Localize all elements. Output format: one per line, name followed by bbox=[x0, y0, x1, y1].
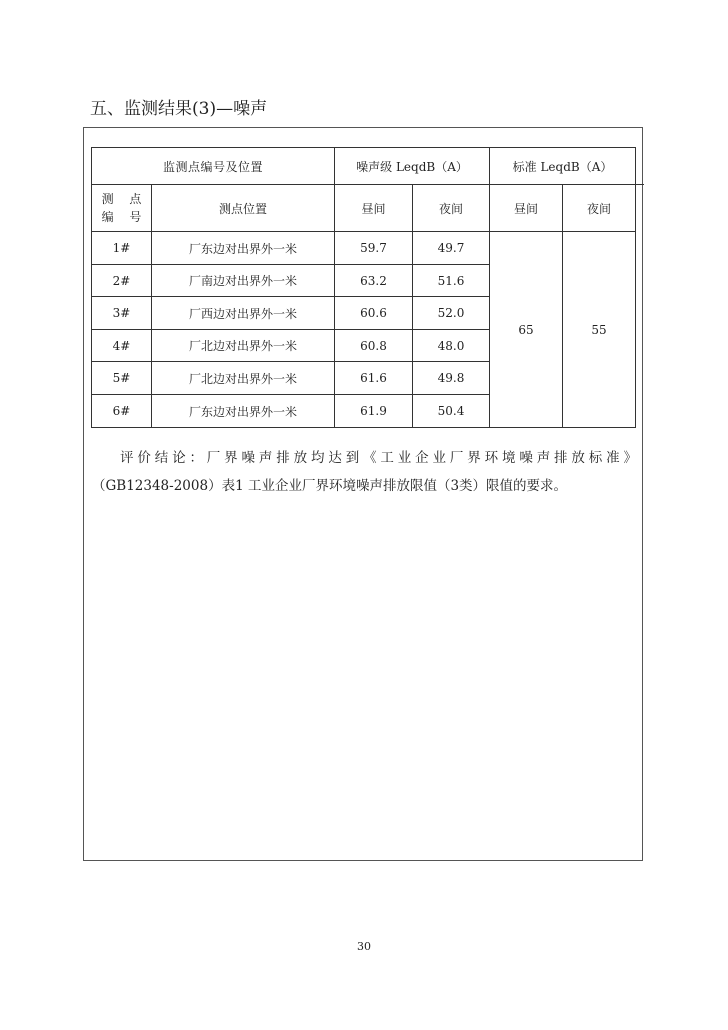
table-header-row-2 bbox=[92, 185, 644, 232]
page-number: 30 bbox=[357, 940, 371, 953]
header-standard-night: 夜间 bbox=[563, 185, 636, 232]
table-edge-cell bbox=[636, 330, 644, 362]
evaluation-conclusion bbox=[92, 444, 638, 500]
table-edge-cell bbox=[636, 148, 644, 185]
point-no: 4# bbox=[92, 330, 152, 362]
conclusion-line-2: （GB12348-2008）表1 工业企业厂界环境噪声排放限值（3类）限值的要求。 bbox=[92, 478, 568, 494]
standard-day-value: 65 bbox=[490, 232, 563, 428]
header-point-location: 测点位置 bbox=[152, 185, 335, 232]
noise-day-value: 61.6 bbox=[335, 362, 413, 395]
table-edge-cell bbox=[636, 395, 644, 428]
point-location: 厂西边对出界外一米 bbox=[152, 297, 335, 330]
noise-results-table bbox=[91, 147, 644, 428]
noise-night-value: 52.0 bbox=[413, 297, 490, 330]
point-location: 厂南边对出界外一米 bbox=[152, 265, 335, 297]
table-edge-cell bbox=[636, 232, 644, 265]
point-no: 1# bbox=[92, 232, 152, 265]
noise-day-value: 61.9 bbox=[335, 395, 413, 428]
noise-day-value: 59.7 bbox=[335, 232, 413, 265]
header-standard-group: 标准 LeqdB（A） bbox=[490, 148, 636, 185]
header-point-no-line2: 编 号 bbox=[101, 210, 148, 224]
section-title: 五、监测结果(3)—噪声 bbox=[90, 99, 268, 119]
point-location: 厂东边对出界外一米 bbox=[152, 232, 335, 265]
noise-day-value: 60.6 bbox=[335, 297, 413, 330]
noise-night-value: 50.4 bbox=[413, 395, 490, 428]
table-edge-cell bbox=[636, 265, 644, 297]
header-standard-day: 昼间 bbox=[490, 185, 563, 232]
point-no: 2# bbox=[92, 265, 152, 297]
table-edge-cell bbox=[636, 362, 644, 395]
point-location: 厂北边对出界外一米 bbox=[152, 330, 335, 362]
header-point-group: 监测点编号及位置 bbox=[92, 148, 335, 185]
noise-night-value: 49.7 bbox=[413, 232, 490, 265]
header-point-no-line1: 测 点 bbox=[101, 192, 148, 206]
table-edge-cell bbox=[636, 297, 644, 330]
table-row bbox=[92, 232, 644, 265]
point-location: 厂北边对出界外一米 bbox=[152, 362, 335, 395]
point-no: 5# bbox=[92, 362, 152, 395]
noise-night-value: 48.0 bbox=[413, 330, 490, 362]
table-header-row-1 bbox=[92, 148, 644, 185]
point-no: 6# bbox=[92, 395, 152, 428]
point-no: 3# bbox=[92, 297, 152, 330]
header-noise-group: 噪声级 LeqdB（A） bbox=[335, 148, 490, 185]
point-location: 厂东边对出界外一米 bbox=[152, 395, 335, 428]
header-noise-night: 夜间 bbox=[413, 185, 490, 232]
noise-day-value: 63.2 bbox=[335, 265, 413, 297]
noise-night-value: 49.8 bbox=[413, 362, 490, 395]
header-noise-day: 昼间 bbox=[335, 185, 413, 232]
header-point-no bbox=[92, 185, 152, 232]
conclusion-line-1: 评价结论：厂界噪声排放均达到《工业企业厂界环境噪声排放标准》 bbox=[120, 450, 638, 466]
noise-night-value: 51.6 bbox=[413, 265, 490, 297]
noise-day-value: 60.8 bbox=[335, 330, 413, 362]
table-edge-cell bbox=[636, 185, 644, 232]
standard-night-value: 55 bbox=[563, 232, 636, 428]
